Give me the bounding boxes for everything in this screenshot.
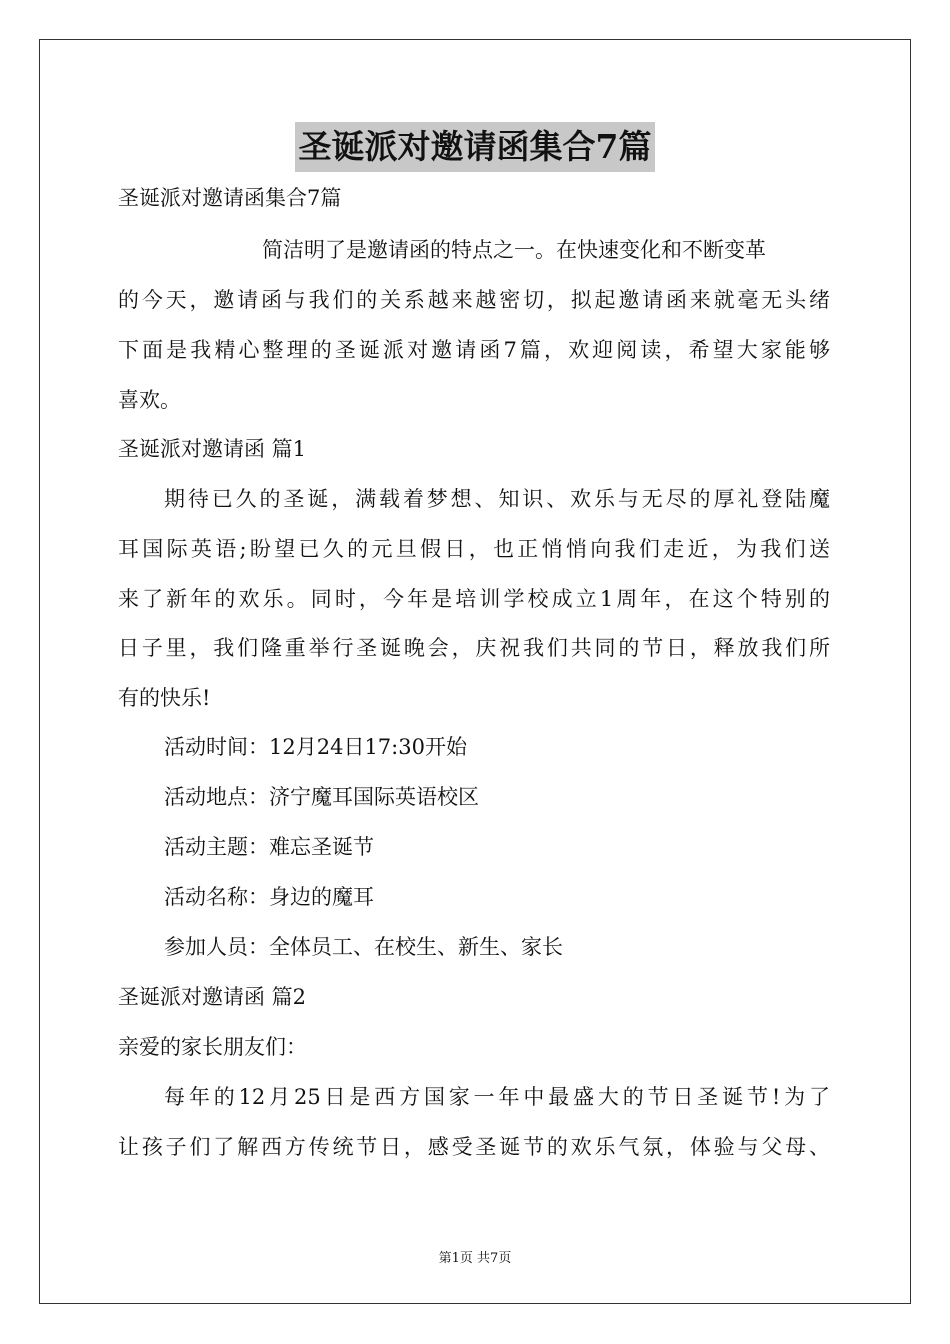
document-title: 圣诞派对邀请函集合7篇 — [295, 122, 656, 172]
section1-para-line-1: 期待已久的圣诞，满载着梦想、知识、欢乐与无尽的厚礼登陆魔 — [164, 487, 830, 511]
section2-para-line-1: 每年的12月25日是西方国家一年中最盛大的节日圣诞节!为了 — [164, 1085, 830, 1109]
subtitle: 圣诞派对邀请函集合7篇 — [118, 186, 342, 210]
section2-para-line-2: 让孩子们了解西方传统节日，感受圣诞节的欢乐气氛，体验与父母、 — [118, 1135, 830, 1159]
page-border — [39, 39, 911, 1304]
section2-heading: 圣诞派对邀请函 篇2 — [118, 985, 307, 1009]
section1-para-line-2: 耳国际英语;盼望已久的元旦假日，也正悄悄向我们走近，为我们送 — [118, 537, 830, 561]
section2-greeting: 亲爱的家长朋友们： — [118, 1035, 307, 1059]
event-time: 活动时间：12月24日17:30开始 — [164, 735, 467, 759]
intro-line-4: 喜欢。 — [118, 388, 181, 412]
section1-para-line-4: 日子里，我们隆重举行圣诞晚会，庆祝我们共同的节日，释放我们所 — [118, 636, 830, 660]
section1-para-line-5: 有的快乐! — [118, 686, 211, 710]
event-name: 活动名称：身边的魔耳 — [164, 885, 374, 909]
page-footer: 第1页 共7页 — [438, 1251, 512, 1266]
intro-line-3: 下面是我精心整理的圣诞派对邀请函7篇，欢迎阅读，希望大家能够 — [118, 338, 830, 362]
section1-heading: 圣诞派对邀请函 篇1 — [118, 437, 307, 461]
intro-line-1: 简洁明了是邀请函的特点之一。在快速变化和不断变革 — [262, 238, 766, 262]
section1-para-line-3: 来了新年的欢乐。同时，今年是培训学校成立1周年，在这个特别的 — [118, 587, 830, 611]
event-participants: 参加人员：全体员工、在校生、新生、家长 — [164, 935, 563, 959]
intro-line-2: 的今天，邀请函与我们的关系越来越密切，拟起邀请函来就毫无头绪 — [118, 288, 830, 312]
event-theme: 活动主题：难忘圣诞节 — [164, 835, 374, 859]
event-location: 活动地点：济宁魔耳国际英语校区 — [164, 785, 479, 809]
